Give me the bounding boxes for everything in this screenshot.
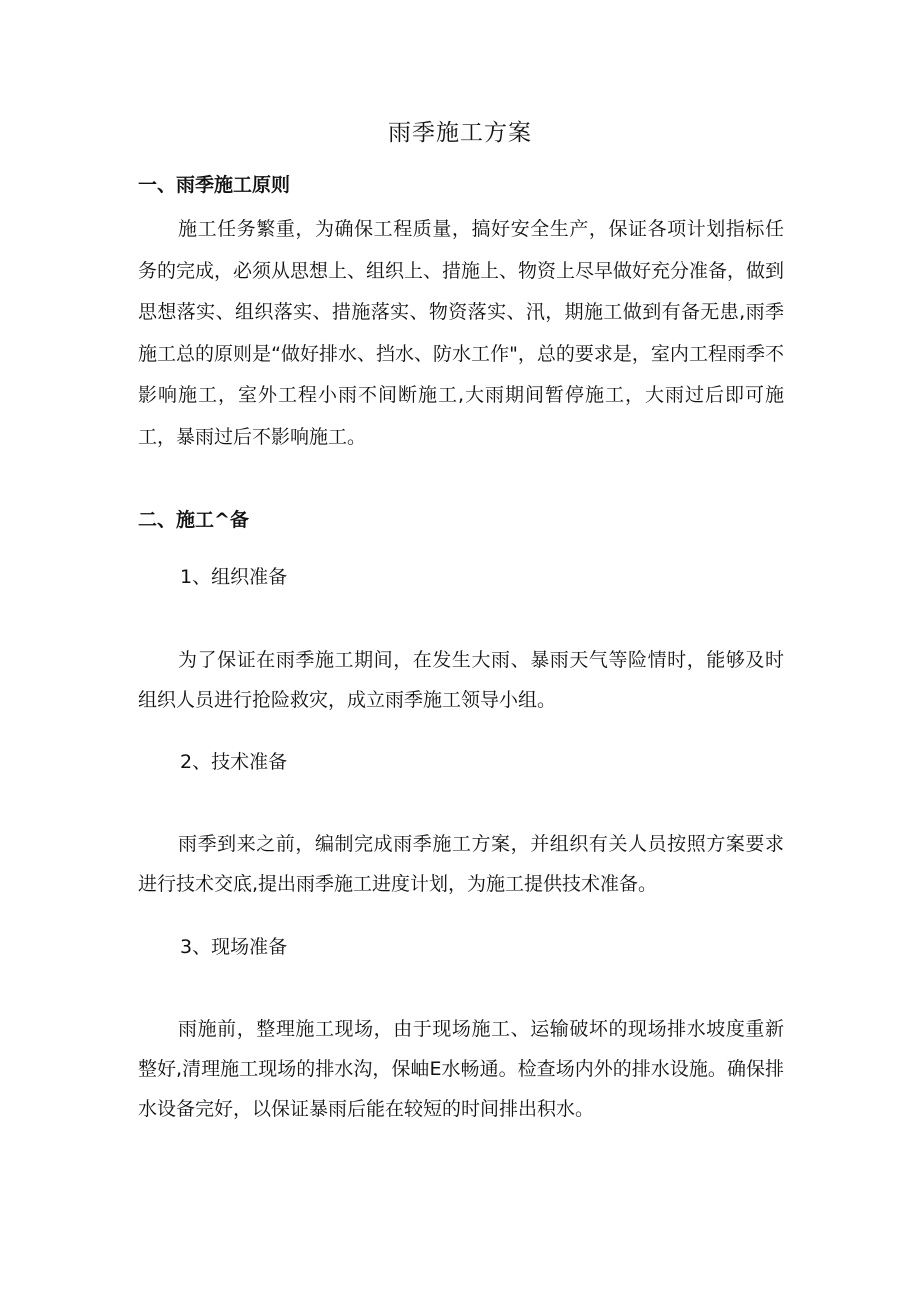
paragraph-technical: 雨季到来之前，编制完成雨季施工方案，并组织有关人员按照方案要求进行技术交底,提出雨季施工进度计划，为施工提供技术准备。 bbox=[138, 833, 784, 895]
paragraph-site: 雨施前，整理施工现场，由于现场施工、运输破坏的现场排水坡度重新整好,清理施工现场的排水沟，保岫E水畅通。检查场内外的排水设施。确保排水设备完好，以保证暴雨后能在较短的时间排出积水。 bbox=[138, 1018, 784, 1120]
section-heading-preparation: 二、施工^备 bbox=[138, 509, 249, 531]
subheading-technical: 2、技术准备 bbox=[180, 751, 288, 773]
section-heading-principles: 一、雨季施工原则 bbox=[138, 174, 291, 196]
section-paragraph-principles: 施工任务繁重，为确保工程质量，搞好安全生产，保证各项计划指标任务的完成，必须从思想上、组织上、措施上、物资上尽早做好充分准备，做到思想落实、组织落实、措施落实、物资落实、汛，期施工做到有备无患,雨季施工总的原则是“做好排水、挡水、防水工作"，总的要求是，室内工程雨季不影响施工，室外工程小雨不间断施工,大雨期间暂停施工，大雨过后即可施工，暴雨过后不影响施工。 bbox=[138, 218, 785, 448]
subheading-organization: 1、组织准备 bbox=[180, 566, 288, 588]
paragraph-organization: 为了保证在雨季施工期间，在发生大雨、暴雨天气等险情时，能够及时组织人员进行抢险救灾，成立雨季施工领导小组。 bbox=[138, 649, 784, 711]
subheading-site: 3、现场准备 bbox=[180, 936, 288, 958]
document-title: 雨季施工方案 bbox=[388, 120, 532, 146]
